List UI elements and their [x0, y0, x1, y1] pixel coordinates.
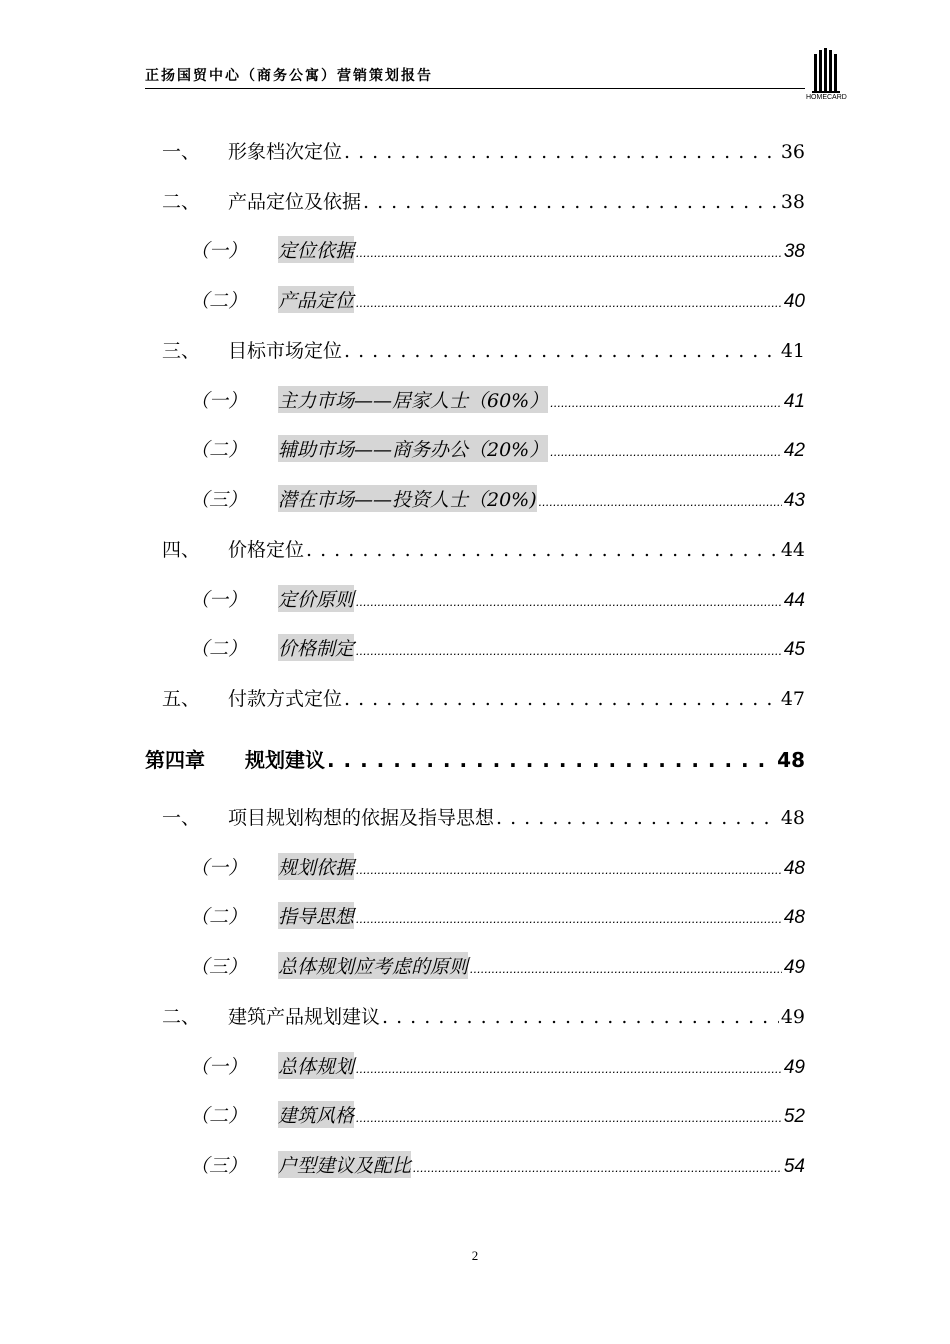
toc-dot-leader — [539, 494, 782, 509]
toc-entry-page: 43 — [783, 490, 805, 511]
toc-entry[interactable] — [190, 585, 805, 615]
toc-dot-leader — [306, 539, 779, 561]
toc-dot-leader — [550, 444, 782, 459]
toc-entry[interactable] — [190, 236, 805, 266]
toc-entry-page: 48 — [777, 748, 805, 772]
toc-entry[interactable] — [190, 386, 805, 416]
toc-entry-number: （一） — [190, 390, 248, 412]
toc-entry-number: 第四章 — [145, 748, 205, 772]
toc-entry-title[interactable]: 定价原则 — [278, 585, 354, 612]
toc-dot-leader — [496, 807, 779, 829]
header-title: 正扬国贸中心（商务公寓）营销策划报告 — [145, 68, 433, 84]
toc-entry-page: 41 — [783, 391, 805, 412]
toc-entry-number: （三） — [190, 1155, 248, 1177]
building-logo-icon — [806, 48, 846, 94]
toc-entry-title[interactable]: 定位依据 — [278, 236, 354, 263]
toc-entry-page: 40 — [783, 291, 805, 312]
toc-entry[interactable] — [190, 1101, 805, 1131]
toc-dot-leader — [470, 961, 782, 976]
toc-dot-leader — [356, 911, 782, 926]
logo-text: HOMECARD — [806, 94, 847, 101]
toc-entry[interactable] — [190, 485, 805, 515]
homecard-logo — [806, 48, 846, 106]
toc-entry[interactable] — [162, 336, 805, 366]
toc-entry[interactable] — [162, 137, 805, 167]
toc-entry-number: 三、 — [162, 340, 201, 362]
toc-entry-title[interactable]: 户型建议及配比 — [278, 1151, 411, 1178]
toc-entry-page: 48 — [783, 907, 805, 928]
toc-entry-page: 49 — [783, 1057, 805, 1078]
page-number: 2 — [471, 1248, 479, 1263]
toc-entry-page: 38 — [780, 191, 805, 213]
toc-dot-leader — [356, 1061, 782, 1076]
toc-entry-title[interactable]: 主力市场——居家人士（60%） — [278, 386, 548, 413]
toc-entry-page: 44 — [780, 539, 805, 561]
toc-entry-page: 49 — [780, 1006, 805, 1028]
toc-entry[interactable] — [162, 803, 805, 833]
toc-entry[interactable] — [190, 634, 805, 664]
toc-entry-number: （二） — [190, 290, 248, 312]
toc-entry-page: 48 — [783, 858, 805, 879]
toc-entry-page: 47 — [780, 688, 805, 710]
toc-entry-number: （二） — [190, 638, 248, 660]
toc-entry-title[interactable]: 形象档次定位 — [228, 141, 343, 163]
toc-entry[interactable] — [190, 435, 805, 465]
toc-entry-page: 48 — [780, 807, 805, 829]
toc-entry-number: （一） — [190, 857, 248, 879]
toc-entry-number: 五、 — [162, 688, 201, 710]
toc-entry-number: （一） — [190, 240, 248, 262]
toc-entry-title[interactable]: 潜在市场——投资人士（20%) — [278, 485, 537, 512]
toc-entry[interactable] — [162, 1002, 805, 1032]
toc-entry-title[interactable]: 规划建议 — [245, 748, 325, 772]
toc-entry-page: 36 — [780, 141, 805, 163]
toc-entry-title[interactable]: 指导思想 — [278, 902, 354, 929]
toc-entry[interactable] — [190, 952, 805, 982]
toc-entry-number: （二） — [190, 906, 248, 928]
toc-entry[interactable] — [162, 187, 805, 217]
toc-entry-number: 二、 — [162, 1006, 201, 1028]
toc-entry-title[interactable]: 总体规划 — [278, 1052, 354, 1079]
toc-dot-leader — [344, 688, 779, 710]
toc-entry-title[interactable]: 价格制定 — [278, 634, 354, 661]
toc-entry-number: （一） — [190, 1056, 248, 1078]
toc-entry-title[interactable]: 目标市场定位 — [228, 340, 343, 362]
toc-dot-leader — [413, 1160, 782, 1175]
toc-entry-page: 54 — [783, 1156, 805, 1177]
toc-entry[interactable] — [190, 1151, 805, 1181]
toc-entry[interactable] — [190, 286, 805, 316]
toc-entry[interactable] — [190, 902, 805, 932]
toc-dot-leader — [327, 748, 775, 772]
toc-entry[interactable] — [162, 684, 805, 714]
toc-dot-leader — [382, 1006, 779, 1028]
toc-entry-title[interactable]: 规划依据 — [278, 853, 354, 880]
toc-entry-number: （三） — [190, 489, 248, 511]
toc-entry-title[interactable]: 项目规划构想的依据及指导思想 — [228, 807, 495, 829]
toc-entry-page: 44 — [783, 590, 805, 611]
page-header — [145, 66, 805, 89]
toc-entry-title[interactable]: 建筑风格 — [278, 1101, 354, 1128]
toc-entry-page: 41 — [780, 340, 805, 362]
toc-entry[interactable] — [190, 853, 805, 883]
toc-entry-number: 二、 — [162, 191, 201, 213]
toc-entry-page: 45 — [783, 639, 805, 660]
toc-entry-page: 38 — [783, 241, 805, 262]
toc-entry-title[interactable]: 辅助市场——商务办公（20%） — [278, 435, 548, 462]
toc-entry[interactable] — [162, 535, 805, 565]
toc-entry-number: 一、 — [162, 807, 201, 829]
toc-entry-title[interactable]: 建筑产品规划建议 — [228, 1006, 381, 1028]
toc-entry-page: 49 — [783, 957, 805, 978]
toc-dot-leader — [344, 141, 779, 163]
toc-entry-number: 四、 — [162, 539, 201, 561]
toc-entry-number: 一、 — [162, 141, 201, 163]
toc-entry-number: （一） — [190, 589, 248, 611]
toc-dot-leader — [550, 395, 782, 410]
toc-entry-page: 52 — [783, 1106, 805, 1127]
toc-dot-leader — [356, 295, 782, 310]
toc-dot-leader — [356, 862, 782, 877]
toc-entry-title[interactable]: 总体规划应考虑的原则 — [278, 952, 468, 979]
toc-dot-leader — [356, 1110, 782, 1125]
toc-entry-number: （三） — [190, 956, 248, 978]
toc-dot-leader — [363, 191, 779, 213]
toc-entry-title[interactable]: 产品定位及依据 — [228, 191, 362, 213]
toc-entry-title[interactable]: 价格定位 — [228, 539, 305, 561]
toc-entry-number: （二） — [190, 439, 248, 461]
toc-entry-page: 42 — [783, 440, 805, 461]
toc-dot-leader — [356, 594, 782, 609]
toc-entry-title[interactable]: 付款方式定位 — [228, 688, 343, 710]
toc-entry[interactable] — [190, 1052, 805, 1082]
toc-dot-leader — [356, 643, 782, 658]
toc-entry-number: （二） — [190, 1105, 248, 1127]
toc-dot-leader — [344, 340, 779, 362]
toc-entry[interactable] — [145, 744, 805, 774]
toc-dot-leader — [356, 245, 782, 260]
toc-entry-title[interactable]: 产品定位 — [278, 286, 354, 313]
